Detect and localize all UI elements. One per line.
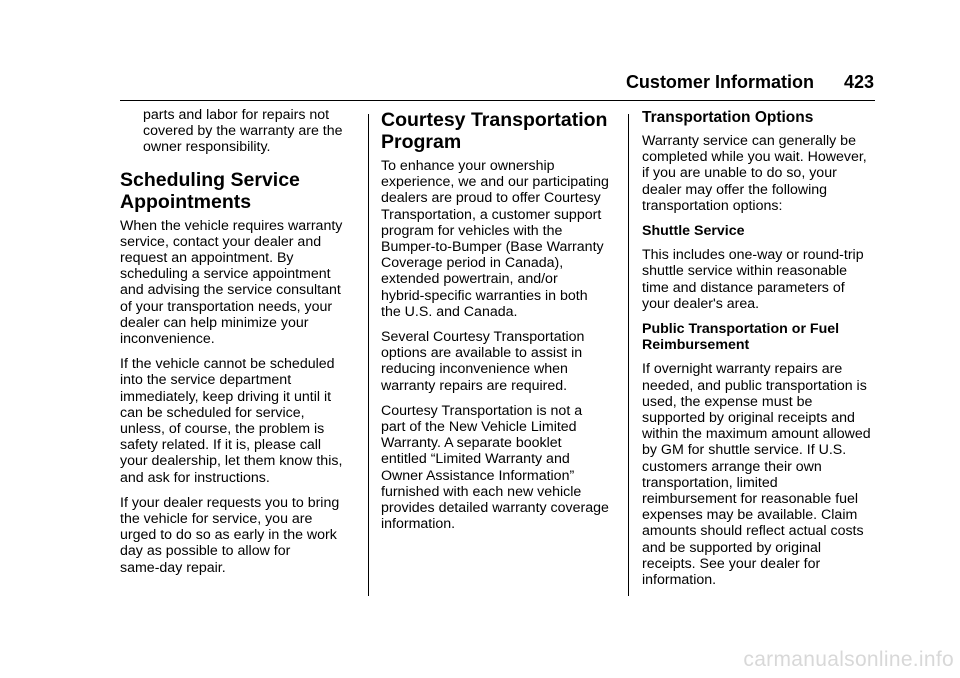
courtesy-paragraph-1: To enhance your ownership experience, we and our participating dealers are proud to offer Courtesy Transportation, a customer support program for vehicles with the Bumper-to-Bumper (Base Warranty Coverage period in Canada), extended powertrain, and/or hybrid-specific warranties in both the U.S. and Canada. bbox=[381, 158, 609, 320]
column-middle bbox=[381, 107, 619, 541]
shuttle-service-heading: Shuttle Service bbox=[642, 223, 745, 240]
shuttle-service-text: This includes one-way or round-trip shuttle service within reasonable time and distance parameters of your dealer's area. bbox=[642, 247, 864, 312]
courtesy-paragraph-2: Several Courtesy Transportation options are available to assist in reducing inconvenience when warranty repairs are required. bbox=[381, 329, 585, 394]
scheduling-paragraph-2: If the vehicle cannot be scheduled into the service department immediately, keep driving it until it can be scheduled for service, unless, of course, the problem is safety related. If it is, please call your dealership, let them know this, and ask for instructions. bbox=[120, 356, 343, 486]
scheduling-paragraph-1: When the vehicle requires warranty service, contact your dealer and request an appointment. By scheduling a service appointment and advising the service consultant of your transportation needs, your dealer can help minimize your inconvenience. bbox=[120, 217, 343, 348]
page-number: 423 bbox=[843, 72, 874, 92]
continued-paragraph: parts and labor for repairs not covered by the warranty are the owner responsibility. bbox=[143, 107, 343, 156]
watermark: carmanualsonline.info bbox=[743, 648, 954, 671]
transportation-options-heading: Transportation Options bbox=[642, 109, 814, 126]
page-header bbox=[626, 72, 874, 93]
column-right bbox=[642, 107, 878, 597]
scheduling-heading: Scheduling Service Appointments bbox=[120, 168, 300, 213]
public-transportation-text: If overnight warranty repairs are needed, and public transportation is used, the expense must be supported by original receipts and within the maximum amount allowed by GM for shuttle service. If U.S. customers arrange their own transportation, limited reimbursement for reasonable fuel expenses may be available. Claim amounts should reflect actual costs and be supported by original receipts. See your dealer for information. bbox=[642, 361, 871, 589]
courtesy-paragraph-3: Courtesy Transportation is not a part of the New Vehicle Limited Warranty. A separate booklet entitled “Limited Warranty and Owner Assistance Information” furnished with each new vehicle provides detailed warranty coverage information. bbox=[381, 402, 609, 533]
public-transportation-heading: Public Transportation or Fuel Reimbursement bbox=[642, 321, 840, 354]
column-left bbox=[120, 107, 360, 585]
column-divider-left bbox=[368, 114, 369, 596]
scheduling-paragraph-3: If your dealer requests you to bring the vehicle for service, you are urged to do so as early in the work day as possible to allow for same-day repair. bbox=[120, 494, 340, 576]
header-rule bbox=[120, 100, 875, 101]
courtesy-heading: Courtesy Transportation Program bbox=[381, 109, 608, 153]
section-title: Customer Information bbox=[625, 72, 814, 92]
transportation-intro: Warranty service can generally be completed while you wait. However, if you are unable to do so, your dealer may offer the following transportation options: bbox=[642, 133, 867, 214]
column-divider-right bbox=[628, 114, 629, 596]
